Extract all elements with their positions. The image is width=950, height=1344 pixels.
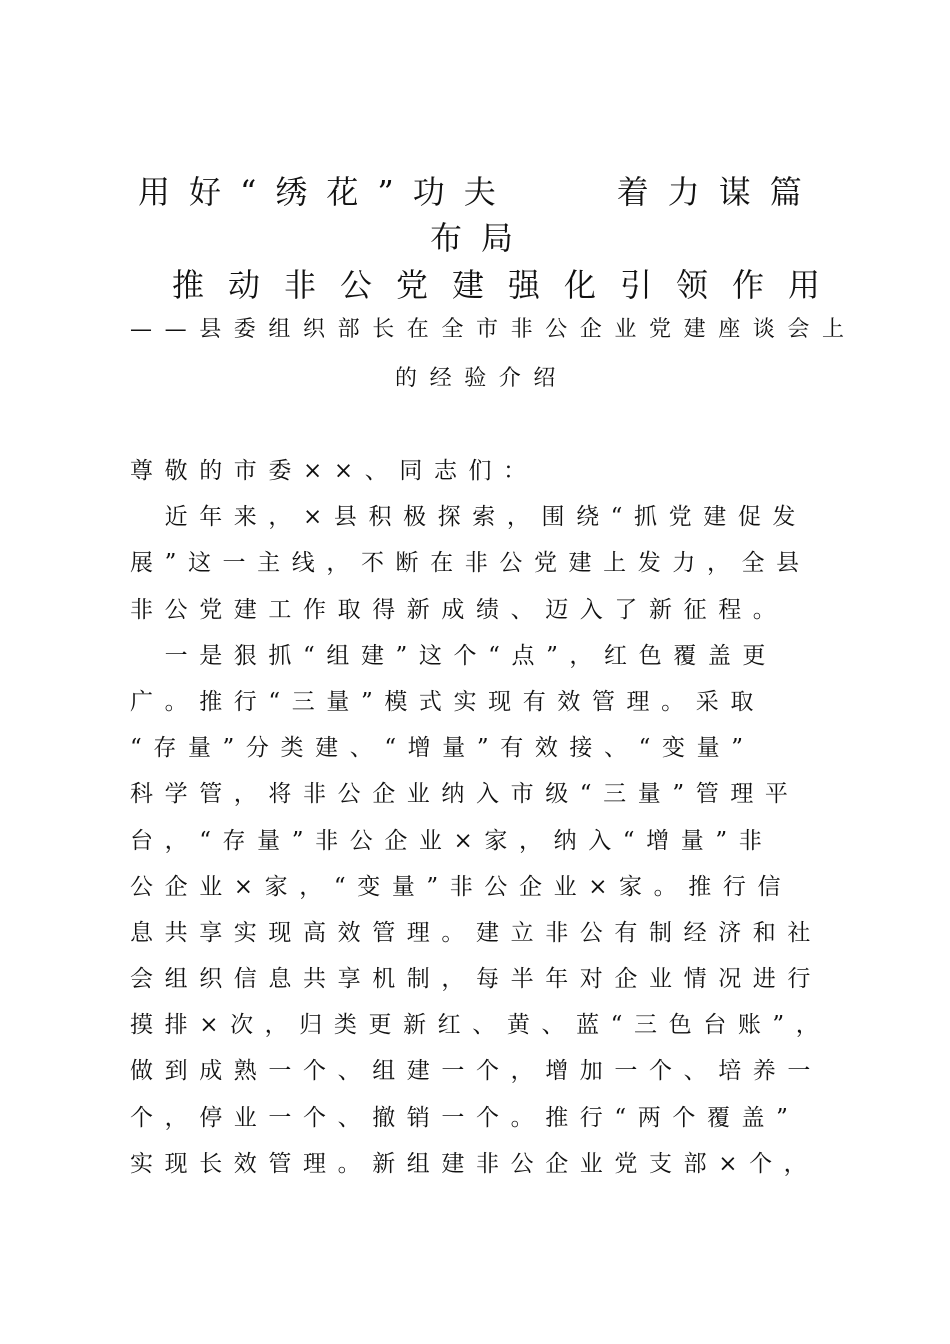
- body-line: 做到成熟一个、组建一个，增加一个、培养一: [130, 1058, 822, 1085]
- body-line: 非公党建工作取得新成绩、迈入了新征程。: [130, 596, 788, 623]
- body-line: 会组织信息共享机制，每半年对企业情况进行: [130, 966, 822, 993]
- body-line: 个，停业一个、撤销一个。推行“两个覆盖”: [130, 1104, 800, 1131]
- title-line-3: 推动非公党建强化引领作用: [172, 266, 845, 304]
- body-line: 一是狠抓“组建”这个“点”，红色覆盖更: [130, 642, 778, 669]
- body-line: 摸排×次，归类更新红、黄、蓝“三色台账”，: [130, 1012, 831, 1039]
- title-line-2: 布局: [430, 219, 533, 257]
- salutation-line: 尊敬的市委××、同志们：: [130, 458, 538, 484]
- body-line: “存量”分类建、“增量”有效接、“变量”: [130, 735, 755, 762]
- body-text: [130, 448, 850, 1187]
- subtitle-line-1: ——县委组织部长在全市非公企业党建座谈会上: [130, 317, 857, 342]
- body-line: 广。推行“三量”模式实现有效管理。采取: [130, 688, 765, 715]
- body-line: 展”这一主线，不断在非公党建上发力，全县: [130, 550, 811, 577]
- body-line: 息共享实现高效管理。建立非公有制经济和社: [130, 919, 822, 946]
- body-line: 近年来，×县积极探索，围绕“抓党建促发: [130, 504, 808, 531]
- body-line: 台，“存量”非公企业×家，纳入“增量”非: [130, 827, 774, 854]
- body-line: 实现长效管理。新组建非公企业党支部×个，: [130, 1150, 819, 1177]
- subtitle-line-2: 的经验介绍: [395, 366, 569, 391]
- body-line: 公企业×家，“变量”非公企业×家。推行信: [130, 873, 793, 900]
- title-line-1: 用好“绣花”功夫 着力谋篇: [138, 173, 821, 211]
- body-line: 科学管，将非公企业纳入市级“三量”管理平: [130, 781, 800, 808]
